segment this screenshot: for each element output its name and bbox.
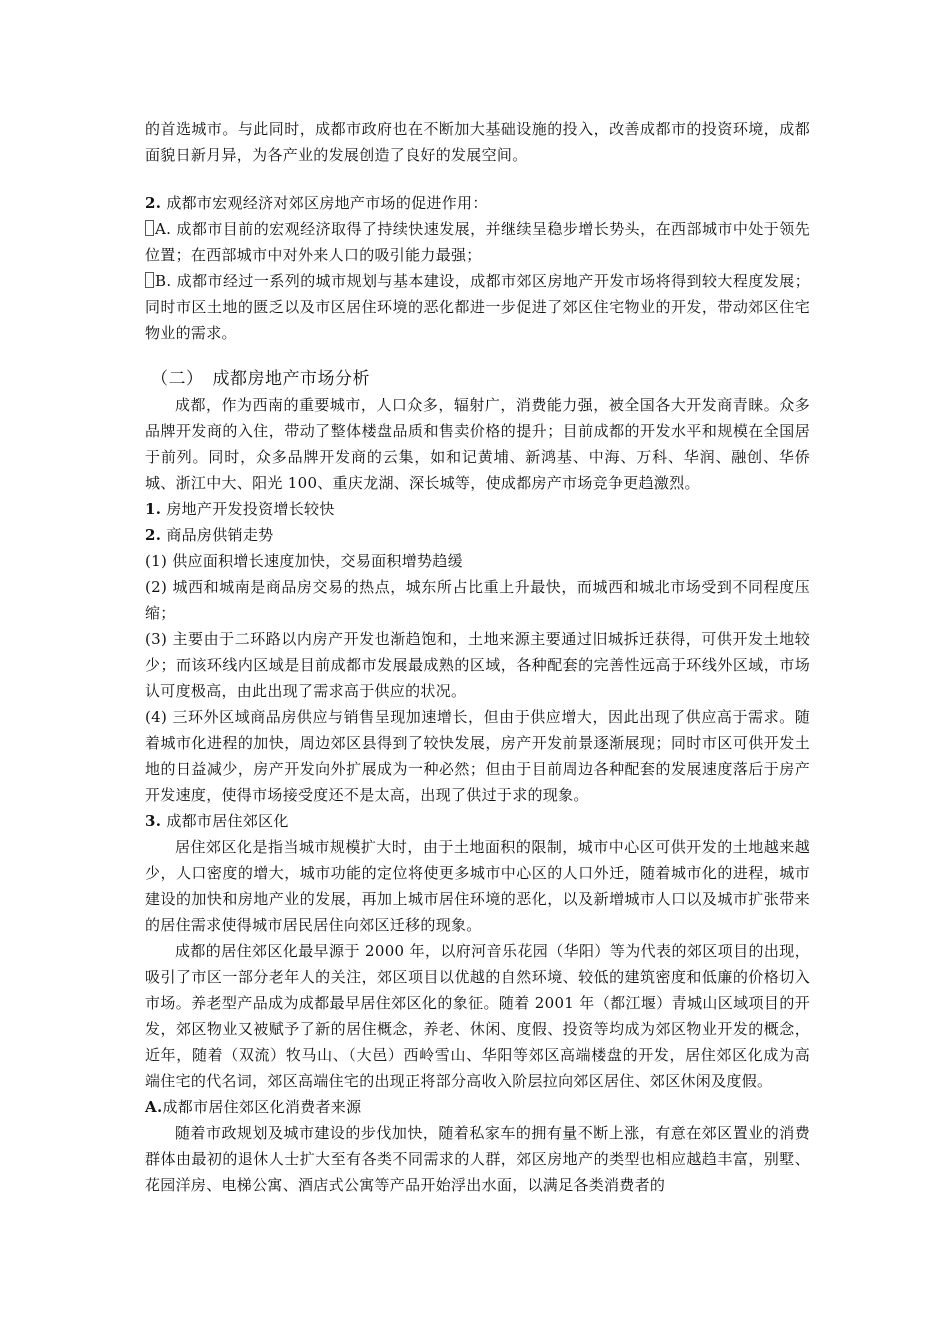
bullet-icon — [145, 220, 154, 236]
section-2-item-b — [145, 268, 810, 346]
list-item-3: (3) 主要由于二环路以内房产开发也渐趋饱和，土地来源主要通过旧城拆迁获得，可供开发土地较少；而该环线内区域是目前成都市发展最成熟的区域，各种配套的完善性远高于环线外区域，市场认可度极高，由此出现了需求高于供应的状况。 — [145, 630, 810, 700]
section-2-heading — [145, 190, 810, 216]
section-2-item-a — [145, 216, 810, 268]
heading-1-title: 房地产开发投资增长较快 — [161, 500, 335, 518]
list-item-4: (4) 三环外区域商品房供应与销售呈现加速增长，但由于供应增大，因此出现了供应高于需求。随着城市化进程的加快，周边郊区县得到了较快发展，房产开发前景逐渐展现；同时市区可供开发土地的日益减少，房产开发向外扩展成为一种必然；但由于目前周边各种配套的发展速度落后于房产开发速度，使得市场接受度还不是太高，出现了供过于求的现象。 — [145, 708, 810, 804]
paragraph-consumer-source: 随着市政规划及城市建设的步伐加快，随着私家车的拥有量不断上涨，有意在郊区置业的消费群体由最初的退休人士扩大至有各类不同需求的人群，郊区房地产的类型也相应越趋丰富，别墅、花园洋房、电梯公寓、酒店式公寓等产品开始浮出水面，以满足各类消费者的 — [145, 1124, 810, 1194]
part-2-heading: （二） 成都房地产市场分析 — [151, 369, 370, 389]
heading-1 — [145, 496, 810, 522]
bullet-icon — [145, 272, 154, 288]
section-2-title: 成都市宏观经济对郊区房地产市场的促进作用： — [161, 194, 488, 212]
list-item-2: (2) 城西和城南是商品房交易的热点，城东所占比重上升最快，而城西和城北市场受到不同程度压缩； — [145, 578, 810, 622]
section-2-number: 2. — [145, 194, 162, 212]
heading-a-title: 成都市居住郊区化消费者来源 — [162, 1098, 362, 1116]
paragraph-suburbanization-history: 成都的居住郊区化最早源于 2000 年，以府河音乐花园（华阳）等为代表的郊区项目的出现，吸引了市区一部分老年人的关注，郊区项目以优越的自然环境、较低的建筑密度和低廉的价格切入市场。养老型产品成为成都最早居住郊区化的象征。随着 2001 年（都江堰）青城山区域项目的开发，郊区物业又被赋予了新的居住概念，养老、休闲、度假、投资等均成为郊区物业开发的概念，近年，随着（双流）牧马山、（大邑）西岭雪山、华阳等郊区高端楼盘的开发，居住郊区化成为高端住宅的代名词，郊区高端住宅的出现正将部分高收入阶层拉向郊区居住、郊区休闲及度假。 — [145, 942, 810, 1090]
part-2-intro: 成都，作为西南的重要城市，人口众多，辐射广，消费能力强，被全国各大开发商青睐。众多品牌开发商的入住，带动了整体楼盘品质和售卖价格的提升；目前成都的开发水平和规模在全国居于前列。同时，众多品牌开发商的云集，如和记黄埔、新鸿基、中海、万科、华润、融创、华侨城、浙江中大、阳光 100、重庆龙湖、深长城等，使成都房产市场竞争更趋激烈。 — [145, 396, 810, 492]
heading-a — [145, 1094, 810, 1120]
heading-2-number: 2. — [145, 526, 162, 544]
section-2-item-b-text: B. 成都市经过一系列的城市规划与基本建设，成都市郊区房地产开发市场将得到较大程度发展；同时市区土地的匮乏以及市区居住环境的恶化都进一步促进了郊区住宅物业的开发，带动郊区住宅物业的需求。 — [145, 272, 810, 342]
section-2-item-a-text: A. 成都市目前的宏观经济取得了持续快速发展，并继续呈稳步增长势头，在西部城市中处于领先位置；在西部城市中对外来人口的吸引能力最强； — [145, 220, 810, 264]
heading-2-title: 商品房供销走势 — [161, 526, 274, 544]
intro-paragraph: 的首选城市。与此同时，成都市政府也在不断加大基础设施的投入，改善成都市的投资环境，成都面貌日新月异，为各产业的发展创造了良好的发展空间。 — [145, 120, 810, 164]
heading-3 — [145, 808, 810, 834]
heading-1-number: 1. — [145, 500, 162, 518]
heading-3-title: 成都市居住郊区化 — [161, 812, 289, 830]
heading-2 — [145, 522, 810, 548]
document-body — [145, 116, 810, 1198]
heading-a-number: A. — [145, 1098, 163, 1116]
paragraph-suburbanization-definition: 居住郊区化是指当城市规模扩大时，由于土地面积的限制，城市中心区可供开发的土地越来越少，人口密度的增大，城市功能的定位将使更多城市中心区的人口外迁，随着城市化的进程，城市建设的加快和房地产业的发展，再加上城市居住环境的恶化，以及新增城市人口以及城市扩张带来的居住需求使得城市居民居住向郊区迁移的现象。 — [145, 838, 810, 934]
heading-3-number: 3. — [145, 812, 162, 830]
list-item-1: (1) 供应面积增长速度加快，交易面积增势趋缓 — [145, 552, 463, 570]
